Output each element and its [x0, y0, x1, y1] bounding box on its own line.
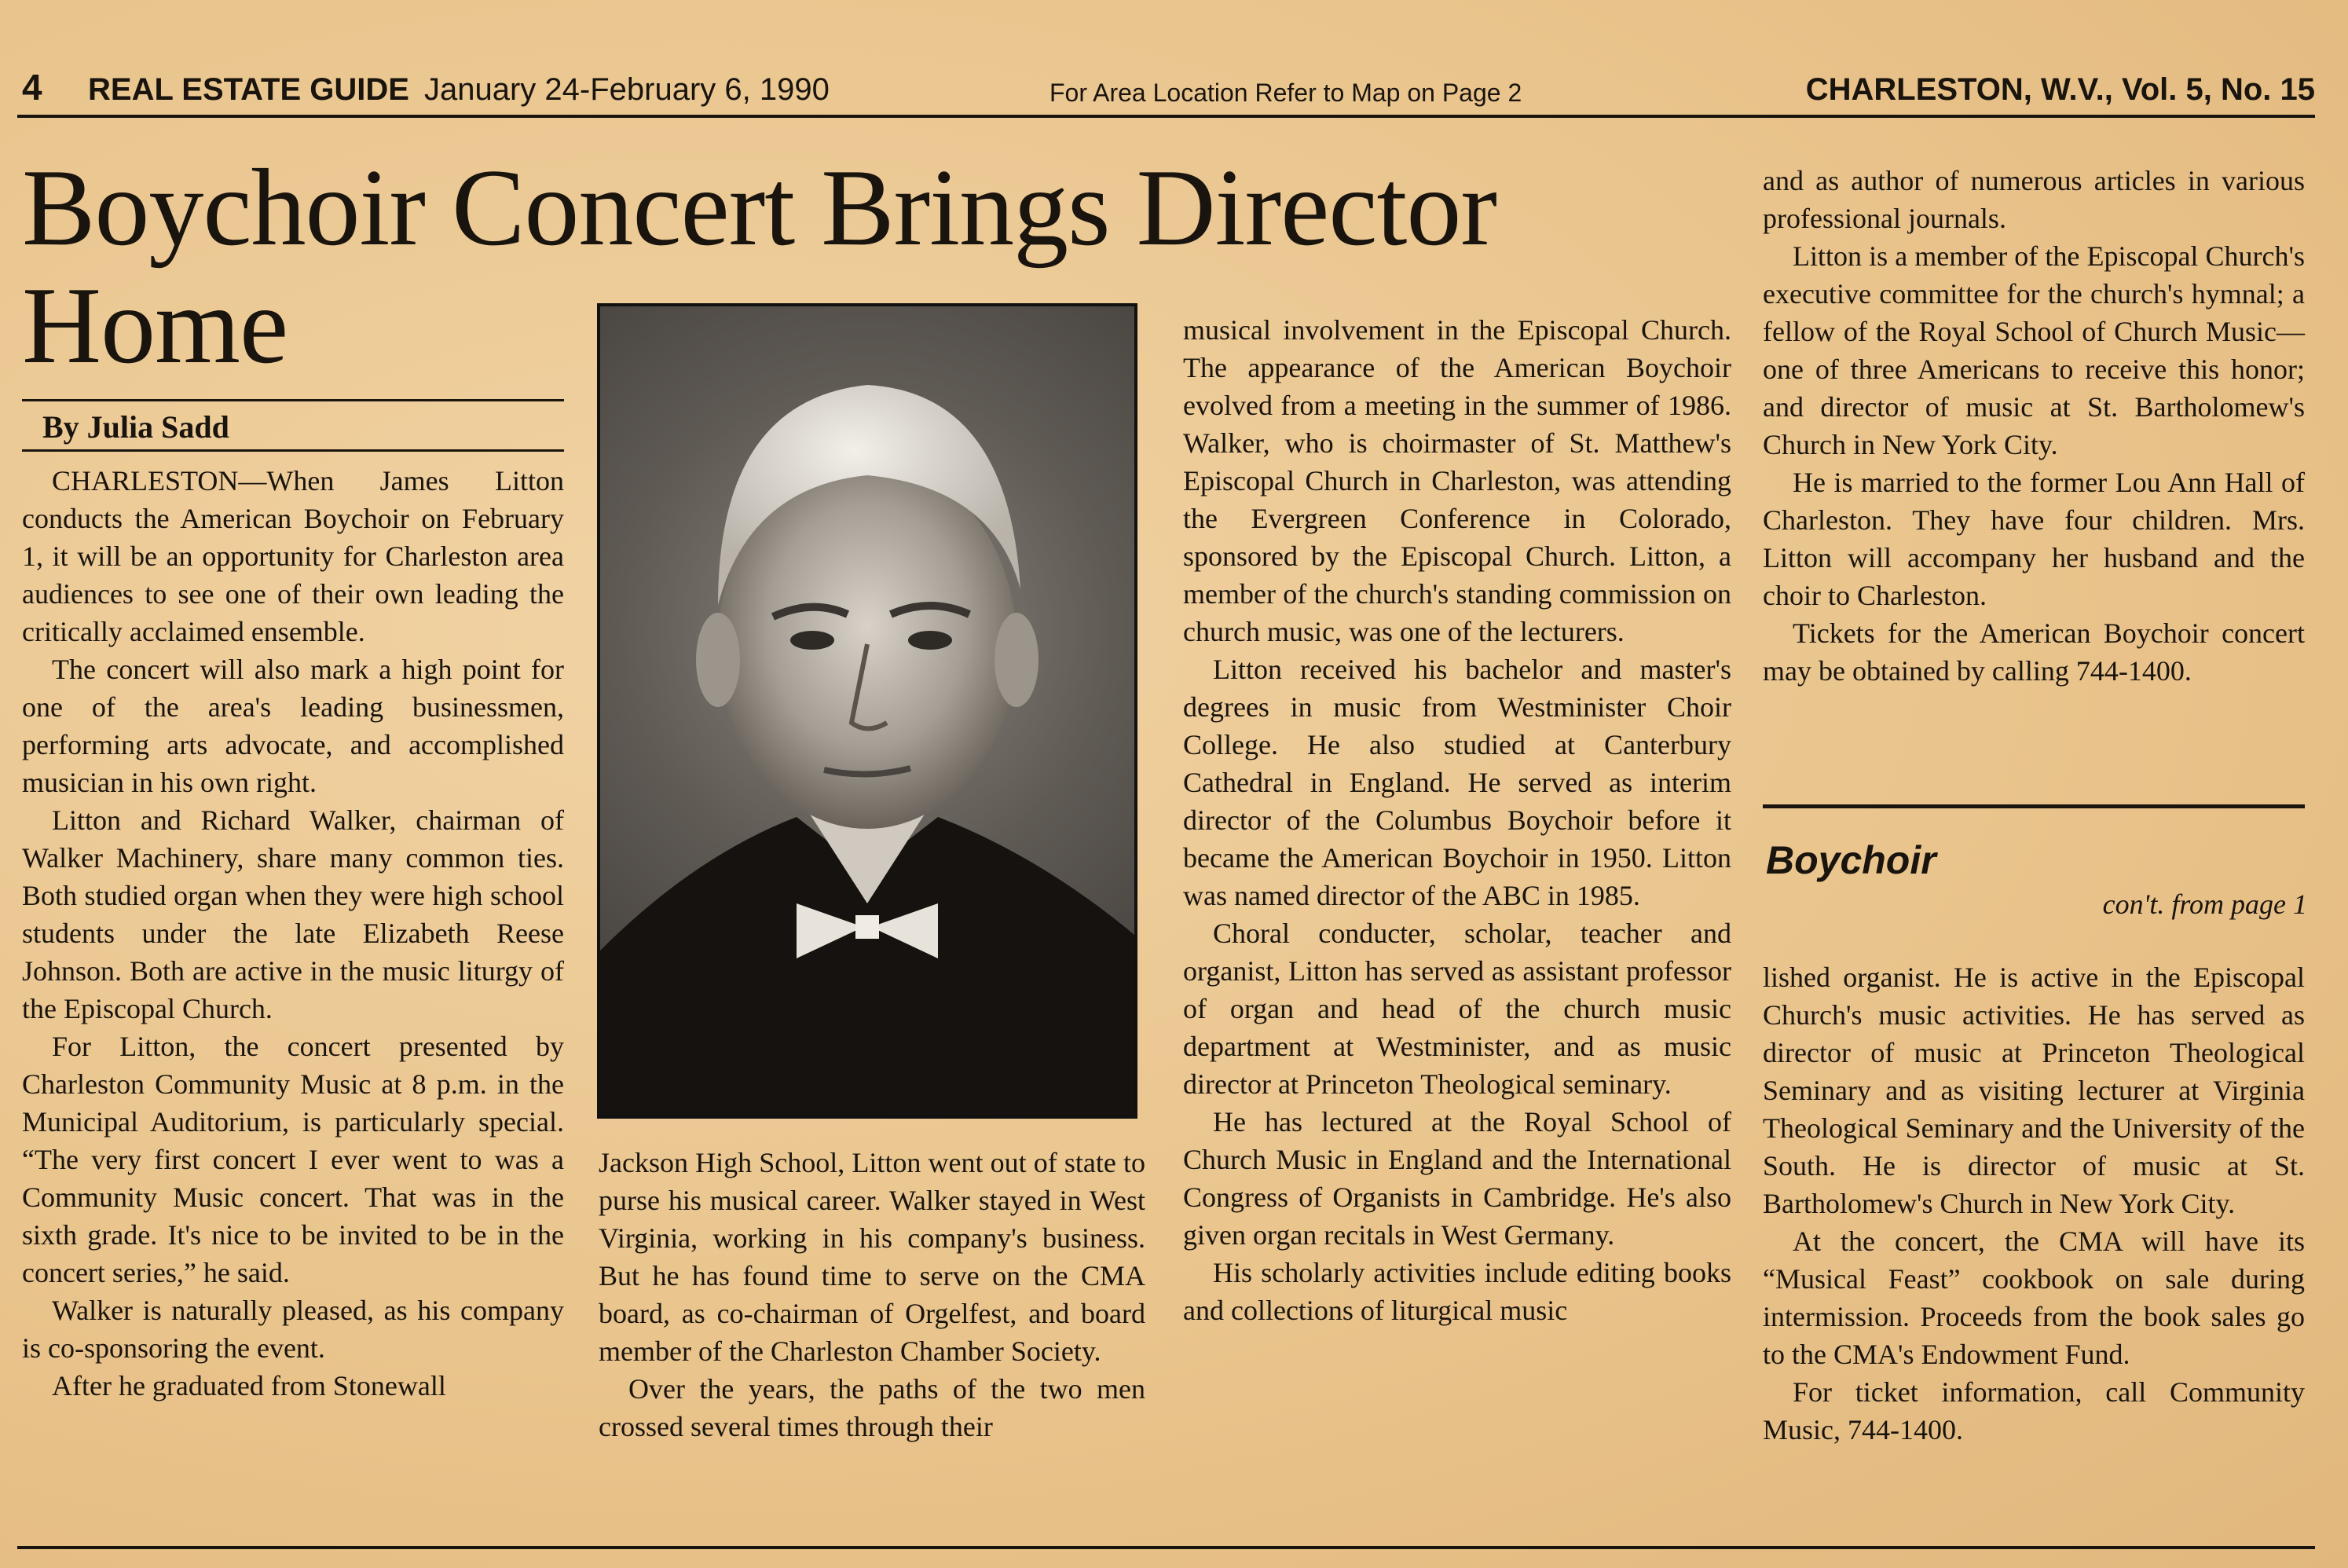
byline: By Julia Sadd: [42, 409, 229, 445]
paragraph: Over the years, the paths of the two men crossed several times through their: [599, 1373, 1145, 1442]
paragraph: Choral conducter, scholar, teacher and organist, Litton has served as assistant professor of organ and head of the church music department at Westminister, and as music director at Princeton Theological seminary.: [1183, 918, 1731, 1100]
byline-rule-top: [22, 399, 564, 401]
paragraph: For ticket information, call Community Music, 744-1400.: [1763, 1376, 2305, 1445]
director-portrait-photo: [597, 303, 1137, 1119]
map-note: For Area Location Refer to Map on Page 2: [1049, 79, 1522, 107]
portrait-illustration: [600, 306, 1134, 1116]
article-headline: Boychoir Concert Brings Director Home: [22, 147, 1497, 387]
byline-rule-bottom: [22, 449, 564, 452]
paragraph: He is married to the former Lou Ann Hall of Charleston. They have four children. Mrs. Litton will accompany her husband and the choir to Charleston.: [1763, 467, 2305, 611]
article-column-3: [1183, 311, 1731, 1329]
article-column-4: [1763, 162, 2305, 690]
continuation-note: con't. from page 1: [2102, 888, 2307, 920]
paragraph: His scholarly activities include editing books and collections of liturgical music: [1183, 1257, 1731, 1326]
paragraph: At the concert, the CMA will have its “Musical Feast” cookbook on sale during intermission. Proceeds from the book sales go to the CMA's Endowment Fund.: [1763, 1225, 2305, 1370]
location-issue: CHARLESTON, W.V., Vol. 5, No. 15: [1805, 72, 2315, 107]
paragraph: Jackson High School, Litton went out of state to purse his musical career. Walker stayed in West Virginia, working in his company's business. But he has found time to serve on the CMA board, as co-chairman of Orgelfest, and board member of the Charleston Chamber Society.: [599, 1147, 1145, 1367]
paragraph: Litton and Richard Walker, chairman of Walker Machinery, share many common ties. Both studied organ when they were high school students under the late Elizabeth Reese Johnson. Both are active in the music liturgy of the Episcopal Church.: [22, 804, 564, 1024]
paragraph: CHARLESTON—When James Litton conducts the American Boychoir on February 1, it will be an opportunity for Charleston area audiences to see one of their own leading the critically acclaimed ensemble.: [22, 465, 564, 647]
continuation-rule: [1763, 804, 2305, 808]
paragraph: Litton received his bachelor and master's degrees in music from Westminister Choir College. He also studied at Canterbury Cathedral in England. He served as interim director of the Columbus Boychoir before it became the American Boychoir in 1950. Litton was named director of the ABC in 1985.: [1183, 654, 1731, 911]
paragraph: musical involvement in the Episcopal Church. The appearance of the American Boychoir evolved from a meeting in the summer of 1986. Walker, who is choirmaster of St. Matthew's Episcopal Church in Charleston, was attending the Evergreen Conference in Colorado, sponsored by the Episcopal Church. Litton, a member of the church's standing commission on church music, was one of the lecturers.: [1183, 314, 1731, 647]
paragraph: After he graduated from Stonewall: [52, 1370, 446, 1401]
paragraph: lished organist. He is active in the Episcopal Church's music activities. He has served as director of music at Princeton Theological Seminary and as visiting lecturer at Virginia Theological Seminary and the University of the South. He is director of music at St. Bartholomew's Church in New York City.: [1763, 962, 2305, 1219]
paragraph: and as author of numerous articles in various professional journals.: [1763, 165, 2305, 234]
paragraph: The concert will also mark a high point for one of the area's leading businessmen, performing arts advocate, and accomplished musician in his own right.: [22, 654, 564, 798]
article-column-1: [22, 462, 564, 1405]
paragraph: Walker is naturally pleased, as his company is co-sponsoring the event.: [22, 1295, 564, 1364]
article-column-2: [599, 1144, 1145, 1445]
issue-dates: January 24-February 6, 1990: [424, 72, 830, 107]
paragraph: Tickets for the American Boychoir concert may be obtained by calling 744-1400.: [1763, 617, 2305, 687]
continuation-title: Boychoir: [1766, 838, 1936, 882]
page-number: 4: [22, 67, 42, 108]
header-rule: [17, 115, 2315, 118]
section-name: REAL ESTATE GUIDE: [88, 72, 409, 107]
continuation-text: [1763, 958, 2305, 1449]
paragraph: He has lectured at the Royal School of Church Music in England and the International Congress of Organists in Cambridge. He's also given organ recitals in West Germany.: [1183, 1106, 1731, 1251]
paragraph: Litton is a member of the Episcopal Church's executive committee for the church's hymnal; a fellow of the Royal School of Church Music—one of three Americans to receive this honor; and director of music at St. Bartholomew's Church in New York City.: [1763, 240, 2305, 460]
paragraph: For Litton, the concert presented by Charleston Community Music at 8 p.m. in the Municipal Auditorium, is particularly special. “The very first concert I ever went to was a Community Music concert. That was in the sixth grade. It's nice to be invited to be in the concert series,” he said.: [22, 1031, 564, 1288]
footer-rule: [17, 1546, 2315, 1549]
